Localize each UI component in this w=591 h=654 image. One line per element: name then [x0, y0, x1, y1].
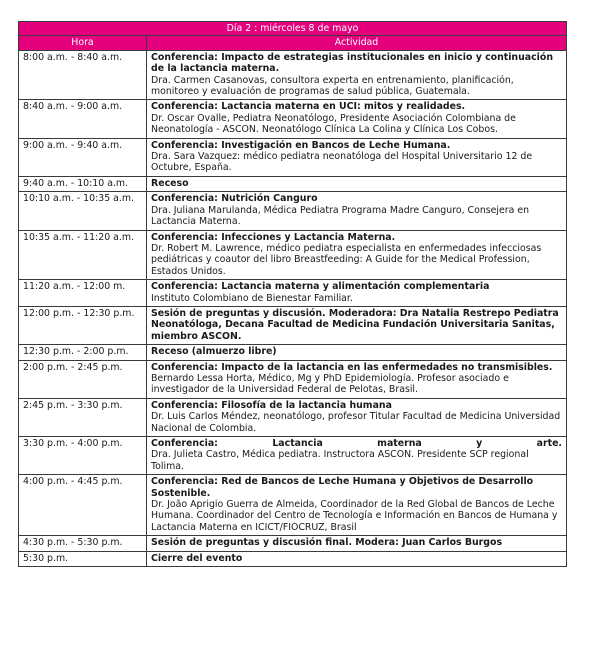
activity-title: Conferencia: Lactancia materna y arte. [151, 438, 562, 449]
time-cell: 3:30 p.m. - 4:00 p.m. [19, 437, 147, 475]
time-cell: 8:40 a.m. - 9:00 a.m. [19, 100, 147, 138]
activity-speaker: Dra. Carmen Casanovas, consultora experta en entrenamiento, planificación, monitoreo y evaluación de programas de salud pública, Guatemala. [151, 74, 514, 98]
activity-title: Receso (almuerzo libre) [151, 346, 277, 358]
activity-cell [147, 176, 567, 191]
activity-title: Receso [151, 177, 189, 189]
table-row [19, 50, 567, 100]
activity-speaker: Dra. Sara Vazquez: médico pediatra neonatóloga del Hospital Universitario 12 de Octubre, España. [151, 151, 533, 174]
activity-cell [147, 345, 567, 360]
time-cell: 12:00 p.m. - 12:30 p.m. [19, 306, 147, 344]
time-cell: 4:30 p.m. - 5:30 p.m. [19, 536, 147, 551]
activity-cell [147, 100, 567, 138]
column-header-row [19, 36, 567, 50]
activity-speaker: Dra. Julieta Castro, Médica pediatra. Instructora ASCON. Presidente SCP regional Tolima. [151, 449, 529, 472]
day-title-row [19, 22, 567, 36]
table-row [19, 398, 567, 436]
activity-title: Conferencia: Investigación en Bancos de Leche Humana. [151, 139, 451, 151]
time-cell: 11:20 a.m. - 12:00 m. [19, 280, 147, 307]
time-cell: 4:00 p.m. - 4:45 p.m. [19, 475, 147, 536]
time-cell: 9:40 a.m. - 10:10 a.m. [19, 176, 147, 191]
activity-speaker: Dr. Oscar Ovalle, Pediatra Neonatólogo, Presidente Asociación Colombiana de Neonatología - ASCON. Neonatólogo Clínica La Colina y Clínica Los Cobos. [151, 112, 516, 136]
activity-title: Conferencia: Impacto de la lactancia en las enfermedades no transmisibles. [151, 361, 553, 373]
time-cell: 8:00 a.m. - 8:40 a.m. [19, 50, 147, 100]
activity-cell [147, 230, 567, 280]
activity-title: Conferencia: Impacto de estrategias institucionales en inicio y continuación de la lactancia materna. [151, 51, 553, 75]
activity-cell [147, 280, 567, 307]
schedule-table [18, 21, 567, 567]
table-row [19, 100, 567, 138]
activity-title: Conferencia: Lactancia materna y alimentación complementaria [151, 281, 490, 293]
activity-title: Conferencia: Filosofía de la lactancia humana [151, 399, 392, 411]
time-cell: 10:10 a.m. - 10:35 a.m. [19, 192, 147, 230]
time-cell: 9:00 a.m. - 9:40 a.m. [19, 138, 147, 176]
time-cell: 2:45 p.m. - 3:30 p.m. [19, 398, 147, 436]
table-row [19, 192, 567, 230]
activity-speaker: Instituto Colombiano de Bienestar Familiar. [151, 292, 353, 304]
activity-cell [147, 360, 567, 398]
table-row [19, 345, 567, 360]
time-cell: 2:00 p.m. - 2:45 p.m. [19, 360, 147, 398]
activity-cell [147, 475, 567, 536]
table-row [19, 437, 567, 475]
activity-cell [147, 192, 567, 230]
activity-cell [147, 306, 567, 344]
activity-title: Conferencia: Nutrición Canguro [151, 193, 318, 205]
activity-speaker: Dr. João Aprigio Guerra de Almeida, Coordinador de la Red Global de Bancos de Leche Humana. Coordinador del Centro de Tecnología e Información en Bancos de Humana y Lactancia Materna en ICICT/FIOCRUZ, Brasil [151, 499, 558, 533]
activity-speaker: Dr. Luis Carlos Méndez, neonatólogo, profesor Titular Facultad de Medicina Universidad Nacional de Colombia. [151, 411, 561, 434]
program-schedule [18, 21, 566, 567]
table-row [19, 176, 567, 191]
column-header-activity: Actividad [147, 36, 567, 50]
activity-title: Conferencia: Red de Bancos de Leche Humana y Objetivos de Desarrollo Sostenible. [151, 476, 534, 499]
table-row [19, 306, 567, 344]
table-row [19, 138, 567, 176]
table-row [19, 536, 567, 551]
column-header-time: Hora [19, 36, 147, 50]
schedule-rows [19, 50, 567, 566]
activity-cell [147, 50, 567, 100]
activity-title: Conferencia: Infecciones y Lactancia Materna. [151, 231, 396, 243]
time-cell: 5:30 p.m. [19, 551, 147, 566]
time-cell: 10:35 a.m. - 11:20 a.m. [19, 230, 147, 280]
activity-speaker: Dra. Juliana Marulanda, Médica Pediatra Programa Madre Canguro, Consejera en Lactancia Materna. [151, 204, 530, 228]
table-row [19, 230, 567, 280]
activity-title: Conferencia: Lactancia materna en UCI: mitos y realidades. [151, 101, 466, 113]
activity-title: Sesión de preguntas y discusión final. Modera: Juan Carlos Burgos [151, 537, 503, 549]
day-title: Día 2 : miércoles 8 de mayo [19, 22, 567, 36]
activity-cell [147, 551, 567, 566]
activity-cell [147, 437, 567, 475]
activity-cell [147, 138, 567, 176]
time-cell: 12:30 p.m. - 2:00 p.m. [19, 345, 147, 360]
table-row [19, 360, 567, 398]
activity-cell [147, 398, 567, 436]
activity-title: Cierre del evento [151, 552, 243, 564]
table-row [19, 280, 567, 307]
activity-speaker: Dr. Robert M. Lawrence, médico pediatra especialista en enfermedades infecciosas pediátricas y coautor del libro Breastfeeding: A Guide for the Medical Profession, Estados Unidos. [151, 242, 542, 277]
table-row [19, 475, 567, 536]
activity-cell [147, 536, 567, 551]
activity-title: Sesión de preguntas y discusión. Moderadora: Dra Natalia Restrepo Pediatra Neonatóloga, Decana Facultad de Medicina Fundación Universitaria Sanitas, miembro ASCON. [151, 307, 559, 342]
activity-speaker: Bernardo Lessa Horta, Médico, Mg y PhD Epidemiología. Profesor asociado e investigador de la Universidad Federal de Pelotas, Brasil. [151, 372, 509, 396]
table-row [19, 551, 567, 566]
